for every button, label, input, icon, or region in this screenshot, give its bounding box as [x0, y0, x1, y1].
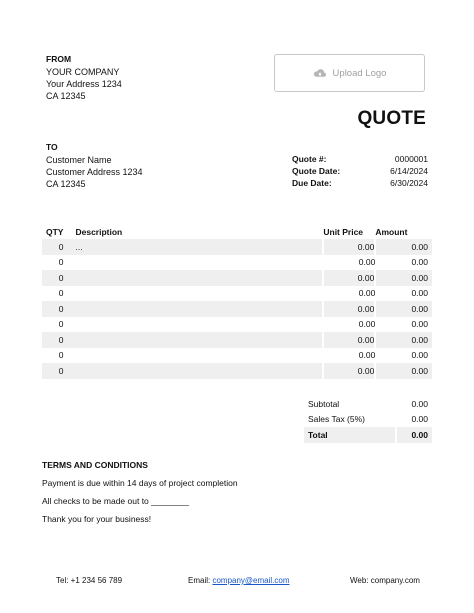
table-row[interactable] [42, 270, 432, 286]
tax-value: 0.00 [411, 414, 428, 425]
amount-cell: 0.00 [375, 301, 432, 317]
terms-heading: TERMS AND CONDITIONS [42, 460, 148, 470]
table-row[interactable] [42, 332, 432, 348]
table-row[interactable] [42, 317, 432, 333]
footer-email [188, 576, 290, 585]
items-header-row [42, 225, 432, 239]
to-label: TO [46, 142, 58, 152]
unit-price-cell[interactable]: 0.00 [323, 301, 375, 317]
subtotal-label: Subtotal [308, 398, 340, 409]
description-cell[interactable] [69, 363, 323, 379]
description-cell[interactable] [69, 255, 323, 271]
total-label: Total [304, 427, 396, 443]
total-row [304, 427, 432, 443]
qty-cell[interactable]: 0 [42, 363, 69, 379]
qty-cell[interactable]: 0 [58, 319, 64, 330]
description-cell[interactable]: ... [69, 239, 323, 255]
quote-date-value: 6/14/2024 [390, 166, 428, 176]
terms-block [42, 460, 238, 532]
cloud-upload-icon [313, 68, 327, 79]
quote-number-row [292, 153, 428, 165]
amount-cell: 0.00 [411, 288, 428, 299]
amount-cell: 0.00 [375, 332, 432, 348]
footer-email-label: Email: [188, 576, 213, 585]
qty-cell[interactable]: 0 [42, 332, 69, 348]
qty-cell[interactable]: 0 [58, 350, 64, 361]
customer-name: Customer Name [46, 155, 112, 165]
qty-header: QTY [46, 227, 64, 237]
terms-line-checks: All checks to be made out to ________ [42, 496, 189, 506]
description-cell[interactable] [69, 332, 323, 348]
amount-cell: 0.00 [411, 350, 428, 361]
unit-price-cell[interactable]: 0.00 [358, 350, 376, 361]
quote-number-label: Quote #: [292, 154, 327, 164]
table-row[interactable] [42, 255, 432, 271]
amount-cell: 0.00 [375, 239, 432, 255]
from-company: YOUR COMPANY [46, 67, 120, 77]
quote-date-label: Quote Date: [292, 166, 341, 176]
upload-logo-button[interactable] [274, 54, 425, 92]
unit-price-cell[interactable]: 0.00 [358, 319, 376, 330]
terms-line-thanks: Thank you for your business! [42, 514, 152, 524]
unit-price-cell[interactable]: 0.00 [358, 257, 376, 268]
amount-header: Amount [375, 227, 408, 237]
tax-row [304, 412, 432, 428]
table-row[interactable] [42, 239, 432, 255]
quote-date-row [292, 165, 428, 177]
description-cell[interactable] [69, 270, 323, 286]
totals-table [304, 396, 432, 443]
from-address: Your Address 1234 [46, 79, 122, 89]
amount-cell: 0.00 [375, 270, 432, 286]
footer-email-link[interactable]: company@email.com [212, 576, 290, 585]
subtotal-row [304, 396, 432, 412]
amount-cell: 0.00 [411, 319, 428, 330]
unit-price-cell[interactable]: 0.00 [358, 288, 376, 299]
qty-cell[interactable]: 0 [42, 239, 69, 255]
description-cell[interactable] [69, 286, 323, 302]
subtotal-value: 0.00 [411, 398, 428, 409]
table-row[interactable] [42, 286, 432, 302]
customer-address: Customer Address 1234 [46, 167, 143, 177]
due-date-label: Due Date: [292, 178, 332, 188]
unit-price-cell[interactable]: 0.00 [323, 270, 375, 286]
description-cell[interactable] [69, 301, 323, 317]
description-cell[interactable] [69, 317, 323, 333]
unit-price-cell[interactable]: 0.00 [323, 332, 375, 348]
footer-phone: Tel: +1 234 56 789 [56, 576, 123, 585]
qty-cell[interactable]: 0 [42, 270, 69, 286]
unit-price-cell[interactable]: 0.00 [323, 363, 375, 379]
total-value: 0.00 [396, 427, 432, 443]
document-title: QUOTE [357, 108, 426, 129]
upload-logo-label: Upload Logo [332, 67, 387, 79]
description-header: Description [75, 227, 123, 237]
unit-price-cell[interactable]: 0.00 [323, 239, 375, 255]
qty-cell[interactable]: 0 [42, 301, 69, 317]
quote-number-value: 0000001 [394, 154, 428, 164]
qty-cell[interactable]: 0 [58, 288, 64, 299]
qty-cell[interactable]: 0 [58, 257, 64, 268]
from-city: CA 12345 [46, 91, 86, 101]
unit-price-header: Unit Price [323, 227, 364, 237]
amount-cell: 0.00 [375, 363, 432, 379]
table-row[interactable] [42, 301, 432, 317]
from-block [46, 54, 122, 102]
description-cell[interactable] [69, 348, 323, 364]
table-row[interactable] [42, 363, 432, 379]
table-row[interactable] [42, 348, 432, 364]
due-date-row [292, 177, 428, 189]
quote-meta [292, 153, 428, 189]
footer-website: Web: company.com [350, 576, 420, 585]
amount-cell: 0.00 [411, 257, 428, 268]
to-block [46, 142, 143, 190]
from-label: FROM [46, 54, 72, 64]
due-date-value: 6/30/2024 [390, 178, 428, 188]
customer-city: CA 12345 [46, 179, 86, 189]
items-table [42, 225, 432, 379]
terms-line-payment: Payment is due within 14 days of project completion [42, 478, 238, 488]
tax-label: Sales Tax (5%) [308, 414, 366, 425]
